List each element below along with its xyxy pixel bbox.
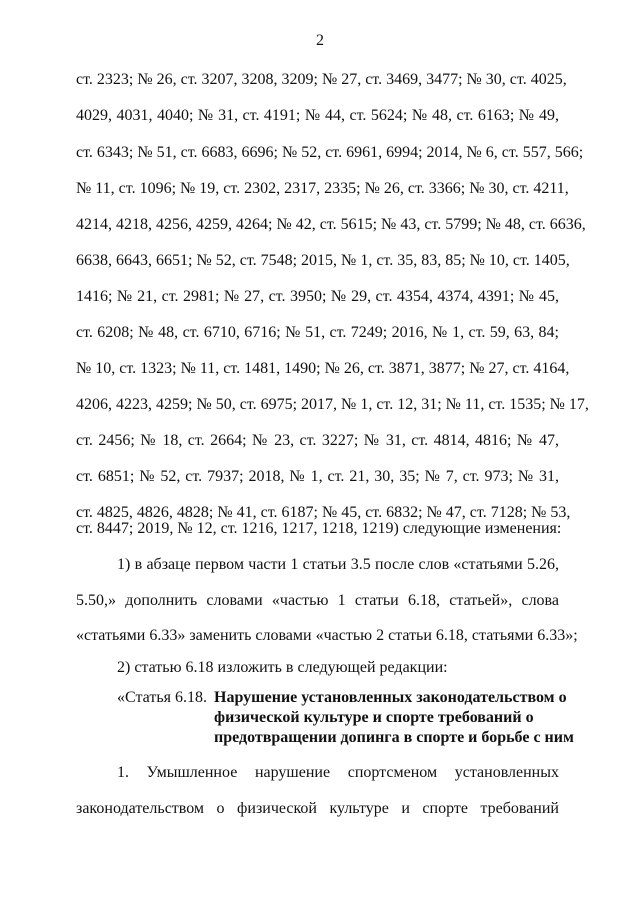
body-line: ст. 6208; № 48, ст. 6710, 6716; № 51, ст. 7249; 2016, № 1, ст. 59, 63, 84; [76,324,559,341]
article-heading [117,688,577,748]
body-line: № 11, ст. 1096; № 19, ст. 2302, 2317, 2335; № 26, ст. 3366; № 30, ст. 4211, [76,180,569,197]
body-line: 4029, 4031, 4040; № 31, ст. 4191; № 44, ст. 5624; № 48, ст. 6163; № 49, [76,107,559,124]
body-line: 4214, 4218, 4256, 4259, 4264; № 42, ст. 5615; № 43, ст. 5799; № 48, ст. 6636, [76,216,586,233]
article-title-line: предотвращении допинга в спорте и борьбе с ним [214,729,574,746]
change-one-line: 5.50,» дополнить словами «частью 1 статьи 6.18, статьей», слова [76,592,559,609]
page-number: 2 [316,32,324,49]
article-title-line: физической культуре и спорте требований о [214,709,534,726]
body-line: 1416; № 21, ст. 2981; № 27, ст. 3950; № 29, ст. 4354, 4374, 4391; № 45, [76,288,559,305]
body-line: ст. 4825, 4826, 4828; № 41, ст. 6187; № 45, ст. 6832; № 47, ст. 7128; № 53, [76,504,571,521]
change-one-line: «статьями 6.33» заменить словами «частью 2 статьи 6.18, статьями 6.33»; [76,627,578,644]
body-line: 6638, 6643, 6651; № 52, ст. 7548; 2015, № 1, ст. 35, 83, 85; № 10, ст. 1405, [76,252,570,269]
change-one-line: 1) в абзаце первом части 1 статьи 3.5 после слов «статьями 5.26, [117,556,559,573]
body-line: ст. 2456; № 18, ст. 2664; № 23, ст. 3227; № 31, ст. 4814, 4816; № 47, [76,432,559,449]
body-line: ст. 2323; № 26, ст. 3207, 3208, 3209; № 27, ст. 3469, 3477; № 30, ст. 4025, [76,71,567,88]
body-line: ст. 6343; № 51, ст. 6683, 6696; № 52, ст. 6961, 6994; 2014, № 6, ст. 557, 566; [76,144,584,161]
clause-one-line: 1. Умышленное нарушение спортсменом установленных [117,764,559,781]
change-two-paragraph: 2) статью 6.18 изложить в следующей редакции: [117,659,448,676]
body-line: ст. 8447; 2019, № 12, ст. 1216, 1217, 1218, 1219) следующие изменения: [76,520,562,537]
article-title-line: Нарушение установленных законодательством о [214,689,567,706]
article-title [214,688,574,748]
body-line: 4206, 4223, 4259; № 50, ст. 6975; 2017, № 1, ст. 12, 31; № 11, ст. 1535; № 17, [76,396,589,413]
clause-one-line: законодательством о физической культуре и спорте требований [76,800,559,817]
body-line: № 10, ст. 1323; № 11, ст. 1481, 1490; № 26, ст. 3871, 3877; № 27, ст. 4164, [76,360,570,377]
article-label: «Статья 6.18. [117,689,207,706]
body-line: ст. 6851; № 52, ст. 7937; 2018, № 1, ст. 21, 30, 35; № 7, ст. 973; № 31, [76,468,559,485]
